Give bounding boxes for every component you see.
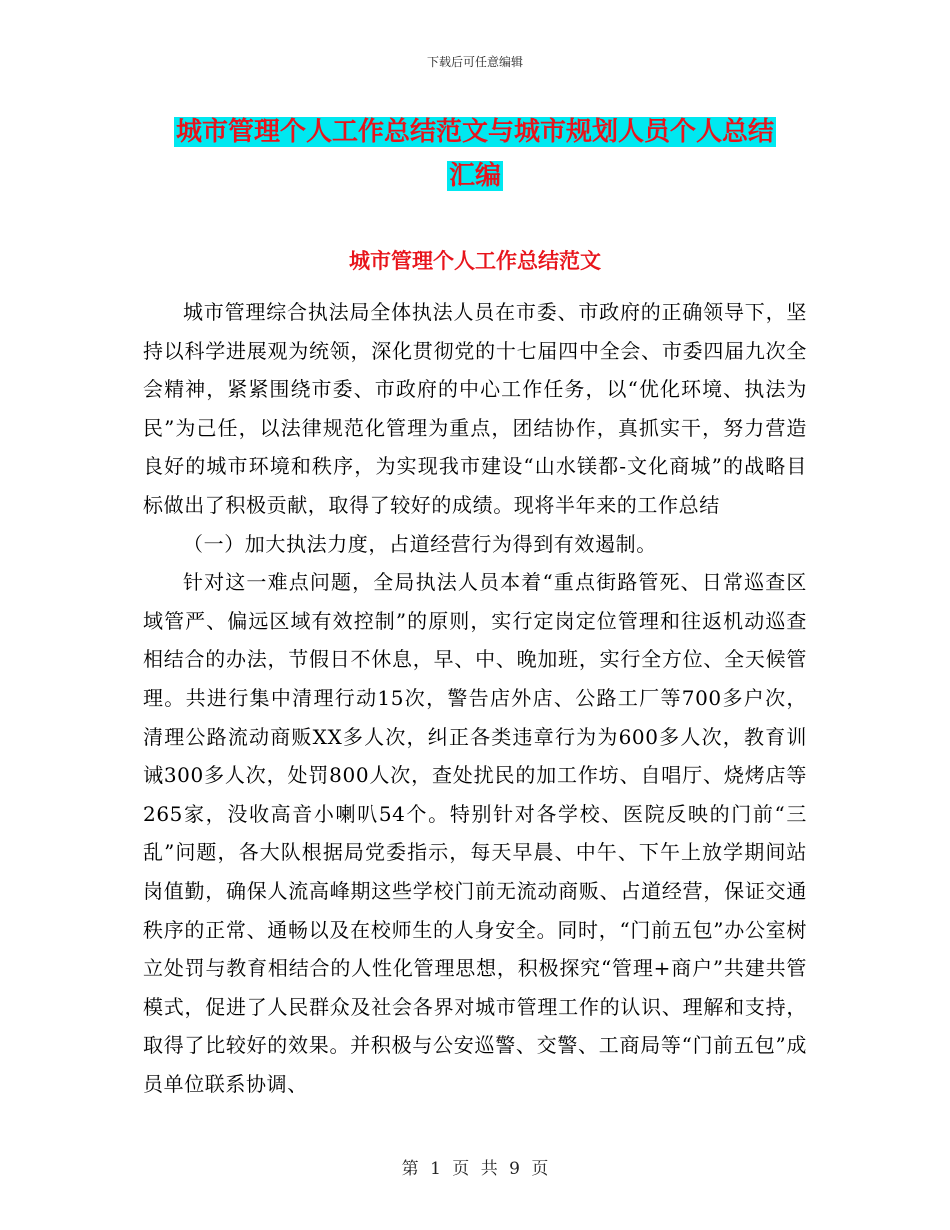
paragraph-intro: 城市管理综合执法局全体执法人员在市委、市政府的正确领导下，坚持以科学进展观为统领，深化贯彻党的十七届四中全会、市委四届九次全会精神，紧紧围绕市委、市政府的中心工作任务，以“优化环境、执法为民”为己任，以法律规范化管理为重点，团结协作，真抓实干，努力营造良好的城市环境和秩序，为实现我市建设“山水镁都-文化商城”的战略目标做出了积极贡献，取得了较好的成绩。现将半年来的工作总结 [143,300,807,517]
document-body [143,293,807,1103]
section-title: 城市管理个人工作总结范文 [349,249,601,273]
paragraph-body-1: 针对这一难点问题，全局执法人员本着“重点街路管死、日常巡查区域管严、偏远区域有效控制”的原则，实行定岗定位管理和往返机动巡查相结合的办法，节假日不休息，早、中、晚加班，实行全方位、全天候管理。共进行集中清理行动15次，警告店外店、公路工厂等700多户次，清理公路流动商贩XX多人次，纠正各类违章行为为600多人次，教育训诫300多人次，处罚800人次，查处扰民的加工作坊、自唱厅、烧烤店等265家，没收高音小喇叭54个。特别针对各学校、医院反映的门前“三乱”问题，各大队根据局党委指示，每天早晨、中午、下午上放学期间站岗值勤，确保人流高峰期这些学校门前无流动商贩、占道经营，保证交通秩序的正常、通畅以及在校师生的人身安全。同时，“门前五包”办公室树立处罚与教育相结合的人性化管理思想，积极探究“管理+商户”共建共管模式，促进了人民群众及社会各界对城市管理工作的认识、理解和支持，取得了比较好的效果。并积极与公安巡警、交警、工商局等“门前五包”成员单位联系协调、 [143,570,807,1096]
paragraph-heading-1: （一）加大执法力度，占道经营行为得到有效遏制。 [183,531,657,556]
header-note: 下载后可任意编辑 [426,55,523,69]
page-footer: 第 1 页 共 9 页 [401,1159,549,1179]
document-title-line-1: 城市管理个人工作总结范文与城市规划人员个人总结 [175,117,774,147]
document-title-line-2: 汇编 [448,161,501,191]
document-title [142,110,808,198]
